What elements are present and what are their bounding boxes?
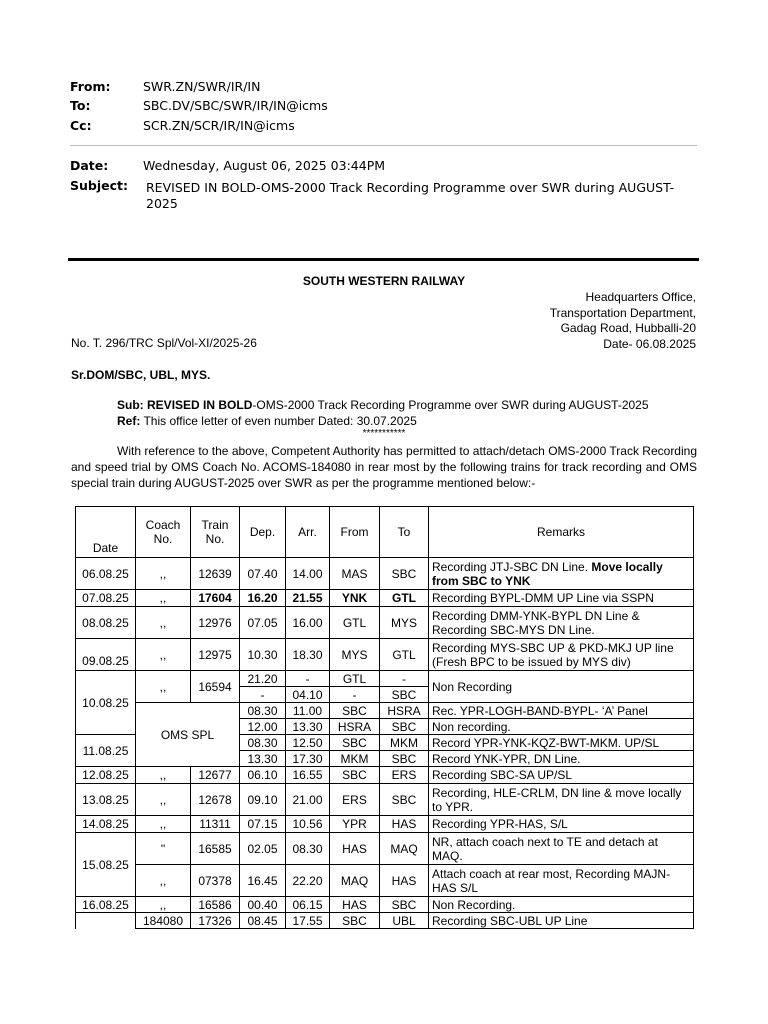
cell-coach: ,, (136, 897, 191, 913)
cell-dep: 07.40 (240, 558, 286, 590)
cell-from: YPR (330, 816, 380, 833)
cell-arr: 22.20 (286, 865, 330, 897)
cell-from: ERS (330, 784, 380, 816)
cell-date: 14.08.25 (76, 816, 136, 833)
cell-to: SBC (380, 558, 429, 590)
cell-train: 12677 (191, 767, 240, 784)
table-header-row (76, 507, 694, 558)
ref-line (117, 414, 417, 428)
table-row (76, 671, 694, 687)
cell-dep: 07.05 (240, 607, 286, 639)
table-row (76, 833, 694, 865)
cell-from: - (330, 687, 380, 703)
cell-remarks: Recording MYS-SBC UP & PKD-MKJ UP line (Fresh BPC to be issued by MYS div) (429, 639, 694, 671)
cell-arr: - (286, 671, 330, 687)
cell-date: 07.08.25 (76, 590, 136, 607)
from-value: SWR.ZN/SWR/IR/IN (143, 79, 261, 94)
cell-from: HAS (330, 897, 380, 913)
cell-from: SBC (330, 703, 380, 719)
cell-coach: ,, (136, 784, 191, 816)
cell-train: 17326 (191, 913, 240, 929)
cell-to: SBC (380, 784, 429, 816)
cell-dep: 08.30 (240, 703, 286, 719)
cell-from: YNK (330, 590, 380, 607)
cell-train: 16585 (191, 833, 240, 865)
cell-dep: 02.05 (240, 833, 286, 865)
table-row (76, 784, 694, 816)
cell-remarks: Recording DMM-YNK-BYPL DN Line & Recording SBC-MYS DN Line. (429, 607, 694, 639)
cell-arr: 06.15 (286, 897, 330, 913)
cell-coach: ,, (136, 671, 191, 703)
cell-from: HAS (330, 833, 380, 865)
table-row (76, 913, 694, 929)
cell-from: SBC (330, 913, 380, 929)
cell-remarks: Record YNK-YPR, DN Line. (429, 751, 694, 767)
cell-to: SBC (380, 751, 429, 767)
cell-date: 08.08.25 (76, 607, 136, 639)
cell-remarks: Recording SBC-UBL UP Line (429, 913, 694, 929)
cell-arr: 16.55 (286, 767, 330, 784)
cell-date (76, 913, 136, 929)
cell-train: 12976 (191, 607, 240, 639)
programme-table (75, 506, 694, 929)
cell-to: MKM (380, 735, 429, 751)
col-header-coach: Coach No. (136, 507, 191, 558)
date-value: Wednesday, August 06, 2025 03:44PM (143, 158, 386, 173)
body-paragraph (71, 443, 697, 491)
col-header-arr: Arr. (286, 507, 330, 558)
address-line: Headquarters Office, (585, 290, 696, 304)
cell-to: GTL (380, 639, 429, 671)
col-header-to: To (380, 507, 429, 558)
col-header-remarks: Remarks (429, 507, 694, 558)
ref-label: Ref: (117, 414, 141, 428)
cell-train: 12975 (191, 639, 240, 671)
cell-remarks: Recording BYPL-DMM UP Line via SSPN (429, 590, 694, 607)
sub-text: -OMS-2000 Track Recording Programme over SWR during AUGUST-2025 (252, 398, 649, 412)
col-header-dep: Dep. (240, 507, 286, 558)
cell-train: 16594 (191, 671, 240, 703)
cell-arr: 04.10 (286, 687, 330, 703)
cell-arr: 18.30 (286, 639, 330, 671)
cell-date: 10.08.25 (76, 671, 136, 735)
letter-divider (68, 258, 699, 261)
ref-text: This office letter of even number Dated: 30.07.2025 (143, 414, 417, 428)
cell-from: SBC (330, 735, 380, 751)
body-text: With reference to the above, Competent Authority has permitted to attach/detach OMS-2000 Track Recording and speed trial by OMS Coach No. ACOMS-184080 in rear most by the following trains for track recording and OMS special train during AUGUST-2025 over SWR as per the programme mentioned below:- (71, 444, 697, 490)
col-header-from: From (330, 507, 380, 558)
cell-train: 12639 (191, 558, 240, 590)
cell-train: 07378 (191, 865, 240, 897)
cell-arr: 12.50 (286, 735, 330, 751)
cell-train: 16586 (191, 897, 240, 913)
cell-remarks: Non recording. (429, 719, 694, 735)
cell-date: 15.08.25 (76, 833, 136, 897)
to-value: SBC.DV/SBC/SWR/IR/IN@icms (143, 98, 328, 113)
cell-date: 09.08.25 (76, 639, 136, 671)
cell-dep: 07.15 (240, 816, 286, 833)
table-row (76, 590, 694, 607)
table-row (76, 865, 694, 897)
cell-coach: ,, (136, 865, 191, 897)
cell-dep: - (240, 687, 286, 703)
cell-arr: 16.00 (286, 607, 330, 639)
cell-date: 06.08.25 (76, 558, 136, 590)
address-line: Transportation Department, (549, 305, 696, 320)
address-line: Gadag Road, Hubballi-20 (560, 321, 696, 335)
office-address (550, 290, 696, 352)
cell-to: MYS (380, 607, 429, 639)
cell-arr: 11.00 (286, 703, 330, 719)
cell-dep: 16.20 (240, 590, 286, 607)
header-divider (70, 145, 697, 146)
date-label: Date: (70, 158, 109, 173)
sub-label: Sub: (117, 398, 144, 412)
cell-date: 13.08.25 (76, 784, 136, 816)
cell-date: 11.08.25 (76, 735, 136, 767)
cell-to: SBC (380, 719, 429, 735)
cell-from: MAS (330, 558, 380, 590)
cell-dep: 21.20 (240, 671, 286, 687)
to-label: To: (70, 98, 91, 113)
cell-coach: ,, (136, 558, 191, 590)
cell-from: SBC (330, 767, 380, 784)
cell-coach: ,, (136, 767, 191, 784)
table-row (76, 639, 694, 671)
cell-to: SBC (380, 687, 429, 703)
cell-from: GTL (330, 607, 380, 639)
org-title: SOUTH WESTERN RAILWAY (302, 274, 466, 288)
cell-date: 16.08.25 (76, 897, 136, 913)
cell-oms-spl: OMS SPL (136, 703, 240, 767)
cell-arr: 10.56 (286, 816, 330, 833)
table-row (76, 767, 694, 784)
cell-dep: 16.45 (240, 865, 286, 897)
sub-bold-text: REVISED IN BOLD (147, 398, 253, 412)
cell-to: UBL (380, 913, 429, 929)
cell-coach: ,, (136, 590, 191, 607)
cell-arr: 21.00 (286, 784, 330, 816)
cell-dep: 12.00 (240, 719, 286, 735)
cell-dep: 08.30 (240, 735, 286, 751)
cell-to: HAS (380, 865, 429, 897)
cell-remarks: Recording, HLE-CRLM, DN line & move locally to YPR. (429, 784, 694, 816)
subject-value: REVISED IN BOLD-OMS-2000 Track Recording Programme over SWR during AUGUST-2025 (146, 180, 675, 211)
table-row (76, 897, 694, 913)
cell-dep: 13.30 (240, 751, 286, 767)
cell-coach: 184080 (136, 913, 191, 929)
remarks-bold-text: Move locally from SBC to YNK (432, 559, 663, 588)
col-header-date: Date (76, 507, 136, 558)
cell-dep: 06.10 (240, 767, 286, 784)
cell-dep: 00.40 (240, 897, 286, 913)
reference-number: No. T. 296/TRC Spl/Vol-XI/2025-26 (71, 336, 257, 350)
remarks-text: Recording JTJ-SBC DN Line. (432, 559, 592, 574)
cell-remarks: Non Recording (429, 671, 694, 703)
cell-arr: 08.30 (286, 833, 330, 865)
cell-to: HAS (380, 816, 429, 833)
cell-coach: ,, (136, 639, 191, 671)
cell-to: GTL (380, 590, 429, 607)
cell-from: GTL (330, 671, 380, 687)
sub-line (117, 398, 649, 412)
cc-label: Cc: (70, 118, 92, 133)
cell-date: 12.08.25 (76, 767, 136, 784)
cell-train: 17604 (191, 590, 240, 607)
table-row (76, 558, 694, 590)
cell-remarks: Attach coach at rear most, Recording MAJN-HAS S/L (429, 865, 694, 897)
cell-to: SBC (380, 897, 429, 913)
cell-arr: 21.55 (286, 590, 330, 607)
cell-arr: 13.30 (286, 719, 330, 735)
cell-coach: '' (136, 833, 191, 865)
subject-label: Subject: (70, 178, 128, 193)
cell-dep: 09.10 (240, 784, 286, 816)
cell-remarks: Non Recording. (429, 897, 694, 913)
cell-remarks: Recording YPR-HAS, S/L (429, 816, 694, 833)
cell-dep: 08.45 (240, 913, 286, 929)
cell-dep: 10.30 (240, 639, 286, 671)
cell-train: 12678 (191, 784, 240, 816)
cell-from: HSRA (330, 719, 380, 735)
cc-value: SCR.ZN/SCR/IR/IN@icms (143, 118, 295, 133)
cell-to: ERS (380, 767, 429, 784)
cell-remarks: Record YPR-YNK-KQZ-BWT-MKM. UP/SL (429, 735, 694, 751)
cell-to: - (380, 671, 429, 687)
cell-arr: 14.00 (286, 558, 330, 590)
from-label: From: (70, 79, 111, 94)
cell-coach: ,, (136, 607, 191, 639)
cell-from: MAQ (330, 865, 380, 897)
cell-remarks (429, 558, 694, 590)
cell-to: HSRA (380, 703, 429, 719)
cell-remarks: Recording SBC-SA UP/SL (429, 767, 694, 784)
cell-remarks: NR, attach coach next to TE and detach at MAQ. (429, 833, 694, 865)
addressee: Sr.DOM/SBC, UBL, MYS. (71, 368, 211, 382)
table-row (76, 816, 694, 833)
cell-arr: 17.30 (286, 751, 330, 767)
letter-date: Date- 06.08.2025 (603, 336, 696, 351)
cell-from: MYS (330, 639, 380, 671)
col-header-train: Train No. (191, 507, 240, 558)
cell-train: 11311 (191, 816, 240, 833)
cell-from: MKM (330, 751, 380, 767)
cell-remarks: Rec. YPR-LOGH-BAND-BYPL- ‘A’ Panel (429, 703, 694, 719)
separator-stars: *********** (362, 428, 406, 439)
table-row (76, 703, 694, 719)
cell-arr: 17.55 (286, 913, 330, 929)
cell-to: MAQ (380, 833, 429, 865)
cell-coach: ,, (136, 816, 191, 833)
table-row (76, 607, 694, 639)
